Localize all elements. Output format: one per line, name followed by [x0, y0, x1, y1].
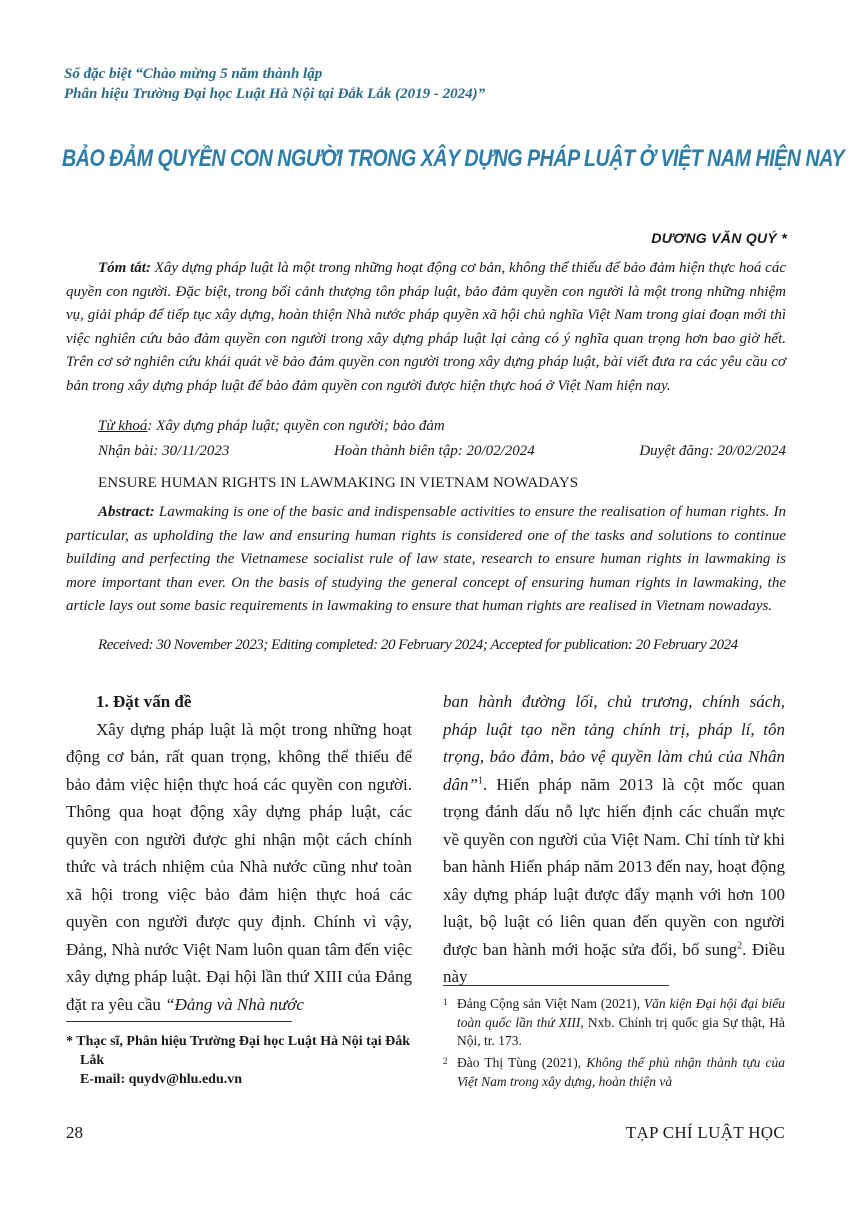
received-date-vi: Nhận bài: 30/11/2023: [98, 443, 230, 459]
abstract-en-label: Abstract:: [98, 504, 155, 520]
quote-start: “Đảng và Nhà nước: [165, 994, 304, 1014]
footnote-divider-right: [443, 985, 669, 986]
accepted-date-vi: Duyệt đăng: 20/02/2024: [639, 443, 786, 459]
keywords-text: : Xây dựng pháp luật; quyền con người; bảo đảm: [147, 418, 445, 434]
author-email: E-mail: quydv@hlu.edu.vn: [80, 1072, 243, 1087]
keywords: [98, 418, 445, 435]
dates-vietnamese: [98, 443, 786, 460]
body-column-right: [443, 688, 785, 991]
keywords-label: Từ khoá: [98, 418, 148, 434]
abstract-en-text: Lawmaking is one of the basic and indispensable activities to ensure the realisation of human rights. In particular, as upholding the law and ensuring human rights is considered one of the tasks and solutions to continue building and perfecting the Vietnamese socialist rule of law state, research to ensure human rights in lawmaking is more important than ever. On the basis of studying the general concept of ensuring human rights in lawmaking, the article lays out some basic requirements in lawmaking to ensure that human rights are realised in Vietnam nowadays.: [66, 504, 786, 614]
footnote-1-number: 1: [443, 997, 448, 1007]
footnote-ref-2[interactable]: 2: [737, 939, 743, 951]
body-paragraph: [66, 716, 412, 1019]
body-right-text-1: . Hiến pháp năm 2013 là cột mốc quan trọng đánh dấu nỗ lực hiến định các chuẩn mực về quyền con người của Việt Nam. Chỉ tính từ khi ban hành Hiến pháp năm 2013 đến nay, hoạt động xây dựng pháp luật được đẩy mạnh với hơn 100 luật, bộ luật có liên quan đến quyền con người được ban hành mới hoặc sửa đổi, bổ sung: [443, 774, 785, 959]
footnote-2-pre: Đào Thị Tùng (2021),: [457, 1055, 587, 1070]
body-right-text-2: . Điều này: [443, 939, 786, 986]
footnote-divider-left: [66, 1021, 292, 1022]
english-title: ENSURE HUMAN RIGHTS IN LAWMAKING IN VIETNAM NOWADAYS: [98, 475, 579, 491]
body-paragraph-text: Xây dựng pháp luật là một trong những hoạt động cơ bản, rất quan trọng, không thể thiếu để bảo đảm việc hiện thực hoá các quyền con người. Thông qua hoạt động xây dựng pháp luật, các quyền con người được ghi nhận một cách chính thức và trách nhiệm của Nhà nước cũng như toàn xã hội trong việc bảo đảm hiện thực hoá các quyền con người được quy định. Chính vì vậy, Đảng, Nhà nước Việt Nam luôn quan tâm đến việc xây dựng pháp luật. Đại hội lần thứ XIII của Đảng đặt ra yêu cầu: [66, 719, 412, 1014]
footnote-1-italic: Văn kiện Đại hội đại biểu toàn quốc lần thứ XIII: [457, 996, 785, 1030]
abstract-english: [66, 501, 786, 619]
series-line-1: Số đặc biệt “Chào mừng 5 năm thành lập: [64, 66, 323, 82]
series-line-2: Phân hiệu Trường Đại học Luật Hà Nội tại Đắk Lắk (2019 - 2024)”: [64, 86, 486, 102]
author-affiliation: * Thạc sĩ, Phân hiệu Trường Đại học Luật Hà Nội tại Đắk Lắk: [66, 1034, 411, 1068]
abstract-vi-text: Xây dựng pháp luật là một trong những hoạt động cơ bản, không thể thiếu để bảo đảm hiện thực hoá các quyền con người. Đặc biệt, trong bối cảnh thượng tôn pháp luật, bảo đảm quyền con người là một trong những nhiệm vụ, giải pháp để tiếp tục xây dựng, hoàn thiện Nhà nước pháp quyền xã hội chủ nghĩa Việt Nam trong giai đoạn mới thì việc nghiên cứu bảo đảm quyền con người trong xây dựng pháp luật lại càng có ý nghĩa quan trọng hơn bao giờ hết. Trên cơ sở nghiên cứu khái quát về bảo đảm quyền con người trong xây dựng pháp luật, bài viết đưa ra các yêu cầu cơ bản trong xây dựng pháp luật để bảo đảm quyền con người được hiện thực hoá ở Việt Nam hiện nay.: [66, 260, 786, 394]
article-title: BẢO ĐẢM QUYỀN CON NGƯỜI TRONG XÂY DỰNG PHÁP LUẬT Ở VIỆT NAM HIỆN NAY: [62, 145, 845, 172]
special-issue-header: [64, 64, 784, 104]
journal-name: TẠP CHÍ LUẬT HỌC: [625, 1123, 785, 1142]
footnote-1: [443, 995, 785, 1051]
footnote-ref-1[interactable]: 1: [477, 774, 483, 786]
dates-english: Received: 30 November 2023; Editing completed: 20 February 2024; Accepted for publication: 20 February 2024: [98, 637, 738, 653]
footnote-2-italic: Không thể phủ nhận thành tựu của Việt Nam trong xây dựng, hoàn thiện và: [457, 1055, 785, 1089]
body-column-left: [66, 688, 412, 1018]
footnote-2: [443, 1054, 785, 1091]
abstract-vietnamese: [66, 257, 786, 398]
page-number: 28: [66, 1123, 83, 1142]
section-heading: 1. Đặt vấn đề: [96, 692, 192, 711]
abstract-vi-label: Tóm tắt:: [98, 260, 151, 276]
author-name: DƯƠNG VĂN QUÝ *: [651, 230, 787, 246]
footnote-1-pre: Đảng Cộng sản Việt Nam (2021),: [457, 996, 644, 1011]
footnote-2-number: 2: [443, 1056, 448, 1066]
edited-date-vi: Hoàn thành biên tập: 20/02/2024: [333, 443, 535, 459]
quote-continuation: ban hành đường lối, chủ trương, chính sách, pháp luật tạo nền tảng chính trị, pháp lí, tôn trọng, bảo đảm, bảo vệ quyền làm chủ của Nhân dân”: [443, 692, 785, 794]
footnote-1-post: , Nxb. Chính trị quốc gia Sự thật, Hà Nội, tr. 173.: [457, 1014, 785, 1048]
author-affiliation-note: [66, 1032, 412, 1089]
